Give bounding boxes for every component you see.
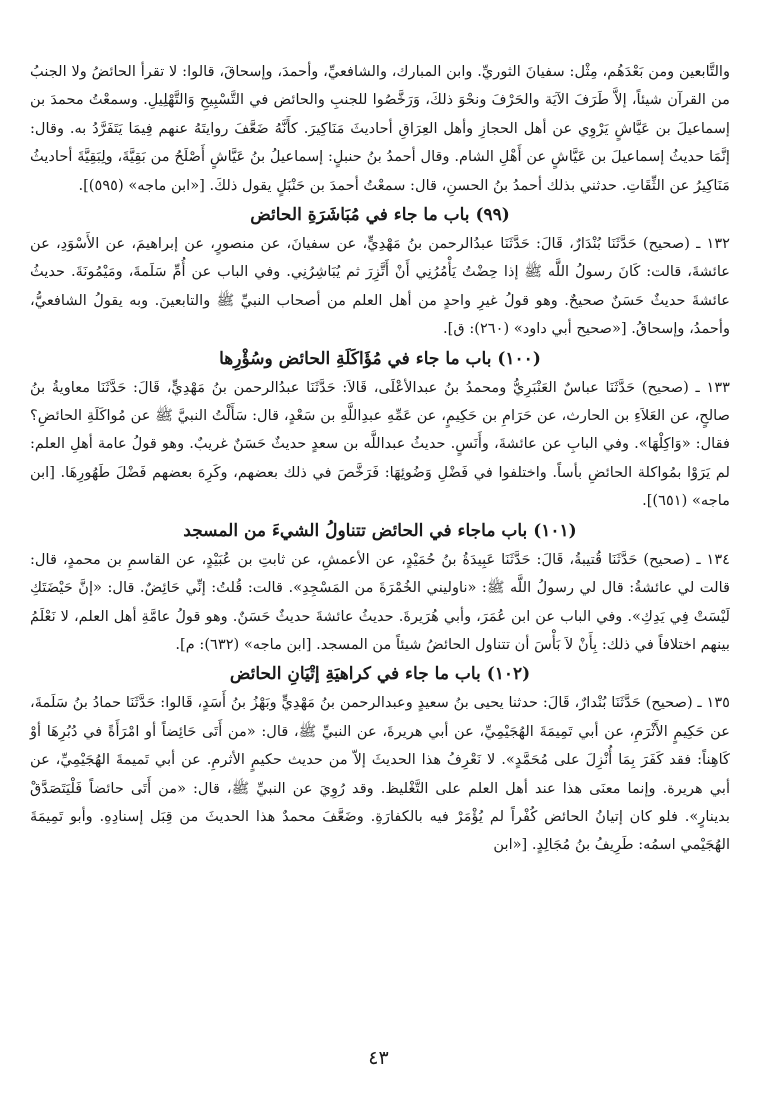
chapter-heading-101: (١٠١) باب ماجاء في الحائض تتناولُ الشيءَ من المسجد xyxy=(183,520,577,541)
hadith-134: ١٣٤ ـ (صحيح) حَدَّثَنَا قُتيبةُ، قَالَ: حَدَّثَنَا عَبِيدَةُ بنُ حُمَيْدٍ، عن الأعمشِ، عن ثابتِ بن عُبَيْدٍ، عن القاسمِ بن محمدٍ، قال: قالت لي عائشةُ: قال لي رسولُ اللَّه ﷺ: «ناوليني الخُمْرَةَ من المَسْجِدِ». قالت: قُلتُ: إنِّي حَائِضٌ. قال: «إنَّ حَيْضَتَكِ لَيْسَتْ فِي يَدِكِ». وفي الباب عن ابن عُمَرَ، وأبي هُرَيرةَ. حديثُ عائشةَ حديثٌ حَسَنٌ. وهو قولُ عامَّةِ أهل العلم، لا نَعْلَمُ بينهم اختلافاً في ذلك: بِأَنْ لاَ بَأْسَ أن تتناول الحائضُ شيئاً من المسجد. [ابن ماجه» (٦٣٢): م]. xyxy=(30,550,730,653)
chapter-heading-99: (٩٩) باب ما جاء في مُبَاشَرَةِ الحائض xyxy=(250,205,510,226)
page-body xyxy=(30,58,730,860)
page-number: ٤٣ xyxy=(368,1047,389,1069)
hadith-133: ١٣٣ ـ (صحيح) حَدَّثَنَا عباسٌ العَنْبَرِيُّ ومحمدُ بنُ عبدالأعْلَى، قَالاَ: حَدَّثَنَا عبدُالرحمن بنُ مَهْدِيٍّ، قَالَ: حَدَّثَنَا معاويةُ بنُ صالحٍ، عن العَلاَءِ بن الحارث، عن حَرَامِ بن حَكِيمٍ، عن عَمِّهِ عبدِاللَّهِ بن سَعْدٍ، قال: سَأَلْتُ النبيَّ ﷺ عن مُواكَلَةِ الحائضِ؟ فقال: «وَاكِلْهَا». وفي البابِ عن عائشةَ، وأَنَسٍ. حديثُ عبداللَّه بن سعدٍ حديثٌ حَسَنٌ غريبٌ. وهو قولُ عامة أهلِ العلم: لم يَرَوْا بمُواكلة الحائضِ بأساً. واختلفوا في فَضْلِ وَضُوئِهَا: فَرَخَّصَ في ذلك بعضهم، وكَرِهَ بعضهم فَضْلَ طَهُورِهَا. [ابن ماجه» (٦٥١)]. xyxy=(30,378,730,510)
paragraph-continuation: والتَّابعين ومن بَعْدَهُم، مِثْل: سفيانَ الثوريِّ. وابن المبارك، والشافعيِّ، وأحمدَ، وإسحاقَ، قالوا: لا تقرأ الحائضُ ولا الجنبُ من القرآن شيئاً، إلاَّ طَرَفَ الآيَة والحَرْفَ ونحْوَ ذلكَ، وَرَخَّصُوا للجنبِ والحائض في التَّسْبِيحِ وَالتَّهْلِيلِ. وسمعْتُ محمدَ بن إسماعيلَ بن عَيَّاشٍ يَرْوِي عن أهل الحجازِ وأهل العِرَاقِ أحاديثَ مَنَاكِيرَ. كأَنَّهُ ضَعَّفَ روايتَهُ عنهم فِيمَا يَتَفَرَّدُ به. وقال: إنَّمَا حديثُ إسماعيلَ بن عَيَّاشٍ عن أَهْلِ الشام. وقال أحمدُ بنُ حنبلٍ: إسماعيلُ بنُ عَيَّاشٍ أَصْلَحُ من بَقِيَّةَ، ولِبَقِيَّةَ أحاديثُ مَنَاكِيرُ عن الثِّقَاتِ. حدثني بذلك أحمدُ بنُ الحسنِ، قال: سمعْتُ أحمدَ بن حَنْبَلٍ يقول ذلكَ. [«ابن ماجه» (٥٩٥)]. xyxy=(30,63,730,194)
hadith-132: ١٣٢ ـ (صحيح) حَدَّثَنَا بُنْدَارٌ، قَالَ: حَدَّثَنَا عبدُالرحمن بنُ مَهْدِيٍّ، عن سفيانَ، عن منصورٍ، عن إبراهيمَ، عن الأَسْوَدِ، عن عائشةَ، قالت: كَانَ رسولُ اللَّه ﷺ إذا حِضْتُ يَأْمُرُنِي أَنْ أَتَّزِرَ ثم يُبَاشِرُنِي. وفي الباب عن أُمِّ سَلَمةَ، ومَيْمُونَةَ. حديثُ عائشةَ حديثٌ حَسَنٌ صحيحٌ. وهو قولُ غيرِ واحدٍ من أهل العلم من أصحاب النبيِّ ﷺ والتابعينَ. وبه يقولُ الشافعيُّ، وأحمدُ، وإسحاقُ. [«صحيح أبي داود» (٢٦٠): ق]. xyxy=(30,235,730,338)
chapter-heading-100: (١٠٠) باب ما جاء في مُؤَاكَلَةِ الحائض وسُؤْرِها xyxy=(219,348,541,369)
hadith-135: ١٣٥ ـ (صحيح) حَدَّثَنَا بُنْدارٌ، قَالَ: حدثنا يحيى بنُ سعيدٍ وعبدالرحمن بنُ مَهْدِيٍّ وبَهْزُ بنُ أَسَدٍ، قَالوا: حَدَّثَنَا حمادُ بنُ سَلَمةَ، عن حَكِيمٍ الأَثْرَمِ، عن أبي تَمِيمَةَ الهُجَيْمِيِّ، عن أبي هريرةَ، عن النبيِّ ﷺ، قال: «من أَتَى حَائِضاً أو امْرَأَةً في دُبُرِهَا أوْ كَاهِناً: فقد كَفَرَ بِمَا أُنْزِلَ على مُحَمَّدٍ». لا نَعْرِفُ هذا الحديثَ إلاّ من حديث حكيمٍ الأثرمِ. عن أبي تَميمةَ الهُجَيْمِيِّ، عن أبي هريرة. وإنما معنَى هذا عند أهل العلم على التَّغْليظ. وقد رُوِيَ عن النبيِّ ﷺ، قال: «من أَتَى حائضاً فَلْيَتَصَدَّقْ بدينارٍ». فلو كان إتيانُ الحائض كُفْراً لم يُؤْمَرْ فيه بالكفارَةِ. وضَعَّفَ محمدٌ هذا الحديثَ من قِبَل إسنادِهِ. وأبو تَمِيمَةَ الهُجَيْمي اسمُه: طَرِيفُ بنُ مُجَالِدٍ. [«ابن xyxy=(30,694,730,854)
chapter-heading-102: (١٠٢) باب ما جاء في كراهيَةِ إتْيَانِ الحائض xyxy=(229,664,531,685)
